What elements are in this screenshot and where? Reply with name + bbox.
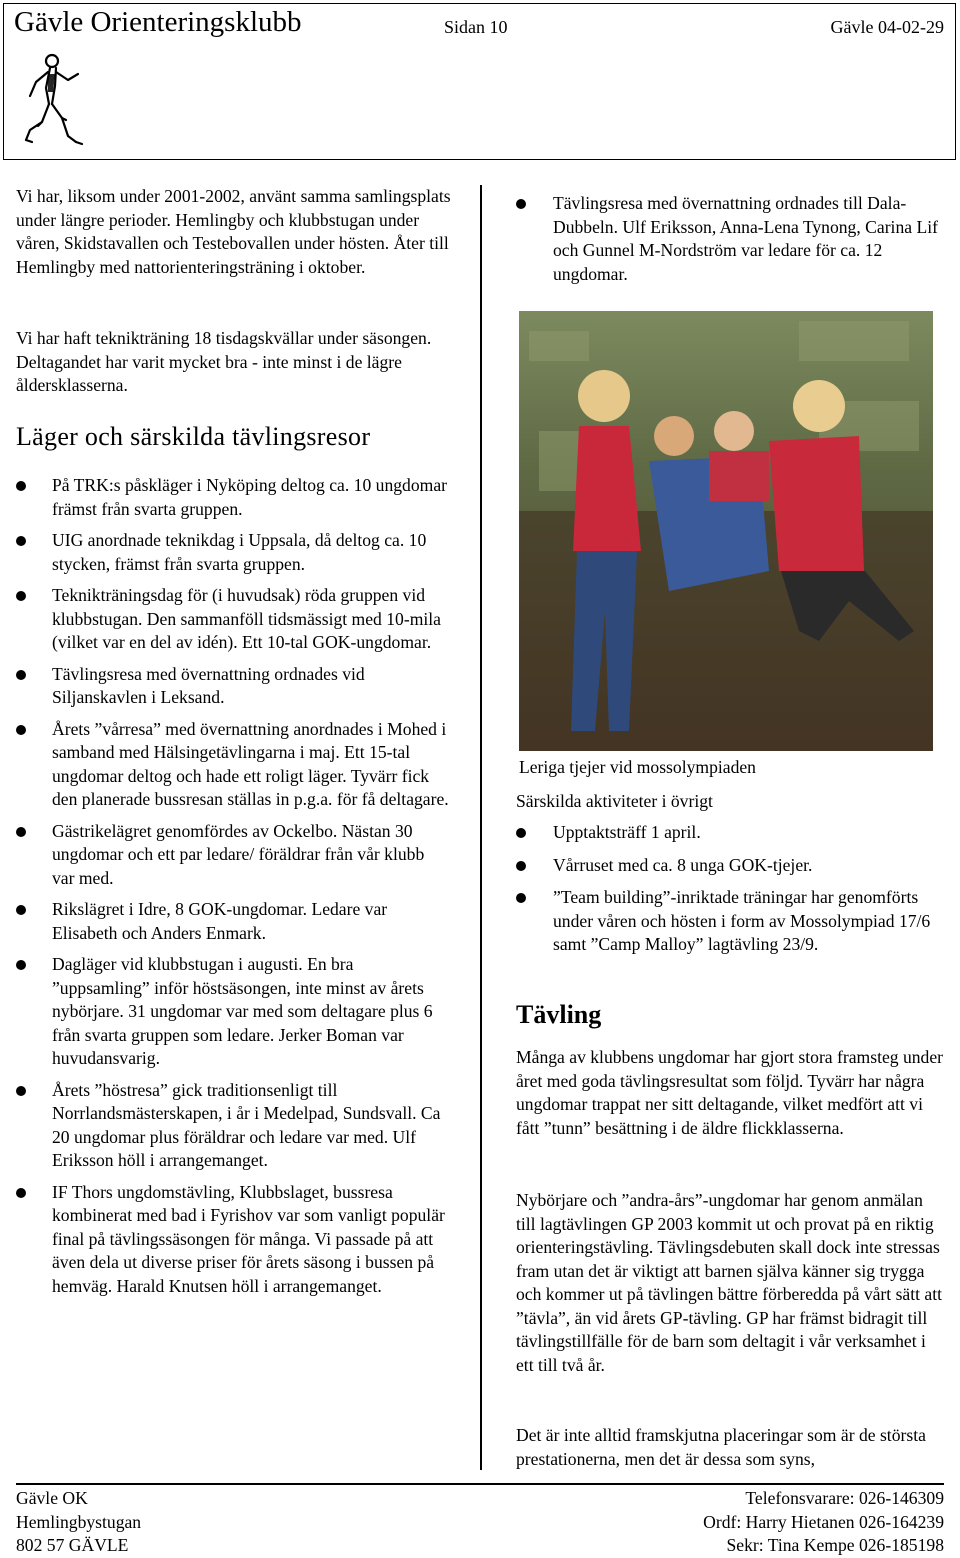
bullet-icon [16,960,26,970]
bullet-icon [16,725,26,735]
bullet-icon [516,828,526,838]
footer-postal: 802 57 GÄVLE [16,1535,129,1555]
list-item: Tävlingsresa med övernattning ordnades vid Siljanskavlen i Leksand. [16,663,450,710]
list-item: Rikslägret i Idre, 8 GOK-ungdomar. Ledare var Elisabeth och Anders Enmark. [16,898,450,945]
list-item: Årets ”höstresa” gick traditionsenligt till Norrlandsmästerskapen, i år i Medelpad, Sundsvall. Ca 20 ungdomar plus föräldrar och ledare var med. Ulf Eriksson höll i arrangemanget. [16,1079,450,1173]
bullet-icon [16,591,26,601]
footer-secretary: Sekr: Tina Kempe 026-185198 [726,1535,944,1555]
bullet-icon [16,1188,26,1198]
intro-paragraph-2: Vi har haft teknikträning 18 tisdagskvällar under säsongen. Deltagandet har varit mycket bra - inte minst i de lägre åldersklasserna. [16,328,432,395]
list-item: Årets ”vårresa” med övernattning anordnades i Mohed i samband med Hälsingetävlingarna i maj. Ett 15-tal ungdomar deltog och hade ett roligt läger. Tyvärr fick den planerade bussresan ställas in p.g.a. för få deltagare. [16,718,450,812]
aktiviteter-list [516,821,944,966]
photo-muddy-girls [519,311,933,751]
footer-chair: Ordf: Harry Hietanen 026-164239 [703,1511,944,1532]
lager-list [16,474,450,1306]
list-item: IF Thors ungdomstävling, Klubbslaget, bussresa kombinerat med bad i Fyrishov var som vanligt populär final på tävlingssäsongen för många. Vi passade på att även dela ut diverse priser för årets säsong i bussen på hemväg. Harald Knutsen höll i arrangemanget. [16,1181,450,1299]
section-heading-tavling: Tävling [516,1000,602,1029]
bullet-icon [516,861,526,871]
bullet-icon [16,827,26,837]
list-item: Teknikträningsdag för (i huvudsak) röda gruppen vid klubbstugan. Den sammanföll tidsmässigt med 10-mila (vilket var en del av idén). Ett 10-tal GOK-ungdomar. [16,584,450,655]
page-number: Sidan 10 [444,17,508,37]
bullet-icon [16,536,26,546]
issue-date: Gävle 04-02-29 [830,17,944,37]
footer-contacts [703,1487,944,1558]
bullet-icon [516,893,526,903]
column-divider [480,185,482,1470]
intro-paragraph-1: Vi har, liksom under 2001-2002, använt samma samlingsplats under längre perioder. Hemlingby och klubbstugan under våren, Skidstavallen och Testebovallen under hösten. Åter till Hemlingby med nattorienteringsträning i oktober. [16,186,451,277]
list-item: UIG anordnade teknikdag i Uppsala, då deltog ca. 10 stycken, främst från svarta gruppen. [16,529,450,576]
footer-club: Gävle OK [16,1488,88,1508]
list-item: Upptaktsträff 1 april. [516,821,944,845]
list-item: Gästrikelägret genomfördes av Ockelbo. Nästan 30 ungdomar och ett par ledare/ föräldrar från vår klubb var med. [16,820,450,891]
runner-logo-icon [22,52,92,150]
footer-location: Hemlingbystugan [16,1511,142,1532]
list-item: På TRK:s påskläger i Nyköping deltog ca. 10 ungdomar främst från svarta gruppen. [16,474,450,521]
tavling-paragraph-1: Många av klubbens ungdomar har gjort stora framsteg under året med goda tävlingsresultat som följd. Tyvärr har några ungdomar trappat ner sitt deltagande, vilket medfört att vi fått ”tunn” besättning i de äldre flickklasserna. [516,1047,944,1138]
footer-phone: Telefonsvarare: 026-146309 [745,1488,944,1508]
list-item: ”Team building”-inriktade träningar har genomförts under våren och hösten i form av Mossolympiad 17/6 samt ”Camp Malloy” lagtävling 23/9. [516,886,944,957]
tavling-paragraph-3: Det är inte alltid framskjutna placeringar som är de största prestationerna, men det är dessa som syns, [516,1425,926,1469]
bullet-icon [16,670,26,680]
photo-caption: Leriga tjejer vid mossolympiaden [519,757,756,777]
bullet-icon [516,199,526,209]
top-right-list [516,192,944,295]
section-heading-lager: Läger och särskilda tävlingsresor [16,422,371,451]
footer-rule [16,1483,944,1485]
bullet-icon [16,905,26,915]
section-heading-aktiviteter: Särskilda aktiviteter i övrigt [516,791,713,811]
list-item: Dagläger vid klubbstugan i augusti. En bra ”uppsamling” inför höstsäsongen, inte minst av årets nybörjare. 31 ungdomar var med som deltagare plus 6 från svarta gruppen som ledare. Jerker Boman var huvudansvarig. [16,953,450,1071]
bullet-icon [16,481,26,491]
footer-address [16,1487,141,1558]
list-item: Tävlingsresa med övernattning ordnades till Dala-Dubbeln. Ulf Eriksson, Anna-Lena Tynong, Carina Lif och Gunnel M-Nordström var ledare för ca. 12 ungdomar. [516,192,944,286]
bullet-icon [16,1086,26,1096]
list-item: Vårruset med ca. 8 unga GOK-tjejer. [516,854,944,878]
tavling-paragraph-2: Nybörjare och ”andra-års”-ungdomar har genom anmälan till lagtävlingen GP 2003 kommit ut och provat på en riktig orienteringstävling. Tävlingsdebuten skall dock inte stressas fram utan det är viktigt att barnen själva känner sig trygga och kommer ut på tävlingen bättre förberedda på vårt sätt att ”tävla”, än vid årets GP-tävling. GP har främst bidragit till tävlingstillfälle för de barn som deltagit i vår verksamhet i ett till två år. [516,1190,942,1375]
club-name: Gävle Orienteringsklubb [14,6,302,38]
